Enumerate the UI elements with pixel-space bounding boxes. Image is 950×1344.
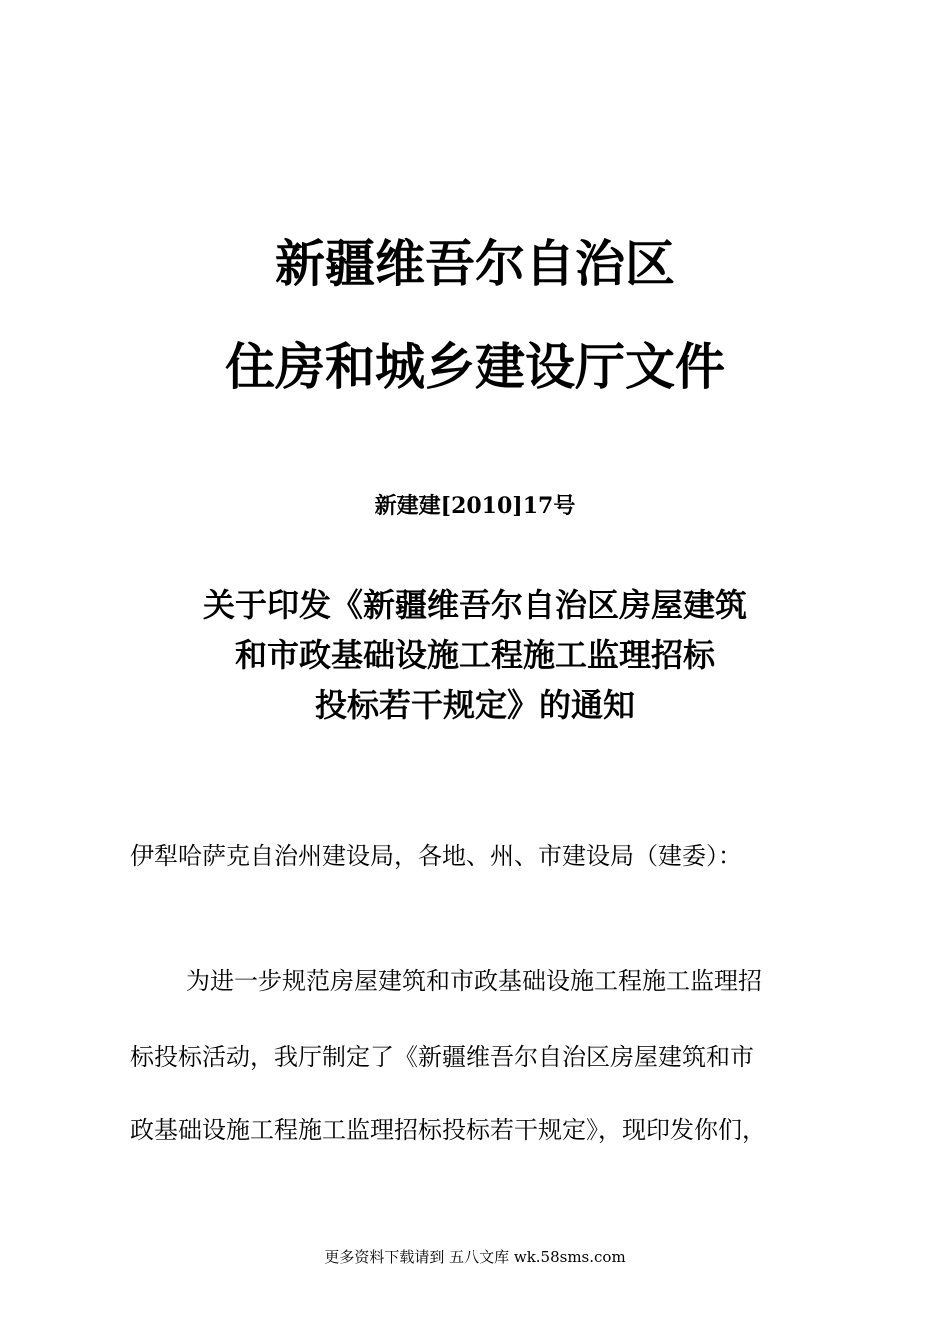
document-number: 新建建[2010]17号 [374, 493, 576, 519]
notice-title-line-3: 投标若干规定》的通知 [314, 686, 635, 724]
addressee: 伊犁哈萨克自治州建设局，各地、州、市建设局（建委）： [130, 842, 742, 870]
body-paragraph-line-2: 标投标活动，我厅制定了《新疆维吾尔自治区房屋建筑和市 [130, 1043, 754, 1071]
notice-title-line-2: 和市政基础设施工程施工监理招标 [234, 636, 715, 674]
issuing-authority-line-1: 新疆维吾尔自治区 [275, 235, 675, 293]
notice-title-line-1: 关于印发《新疆维吾尔自治区房屋建筑 [202, 586, 747, 624]
page-footer: 更多资料下载请到 五八文库 wk.58sms.com [324, 1248, 626, 1266]
body-paragraph-line-1: 为进一步规范房屋建筑和市政基础设施工程施工监理招 [186, 967, 762, 995]
issuing-authority-line-2: 住房和城乡建设厅文件 [225, 338, 725, 396]
body-paragraph-line-3: 政基础设施工程施工监理招标投标若干规定》，现印发你们， [130, 1116, 766, 1144]
